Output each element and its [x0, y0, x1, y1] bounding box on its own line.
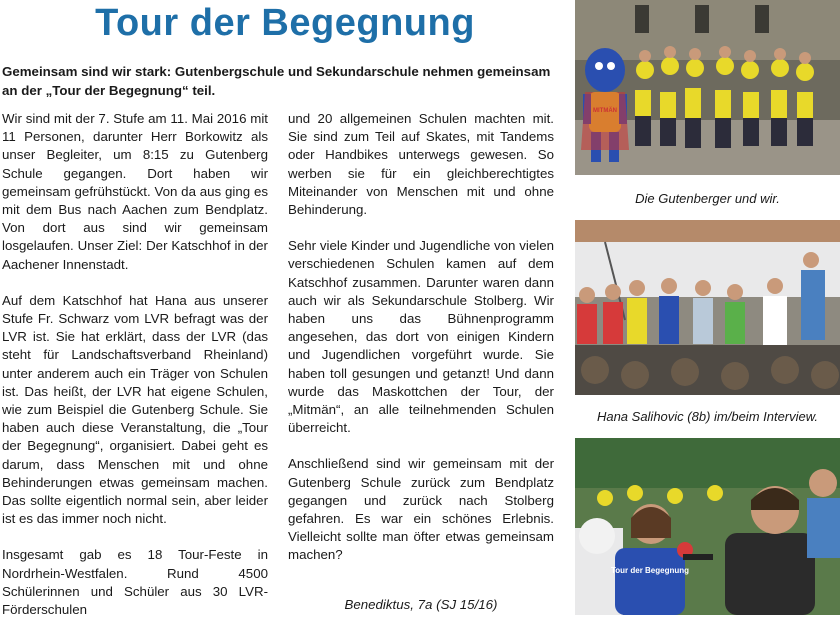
left-column	[2, 110, 268, 637]
paragraph: Sehr viele Kinder und Jugendliche von vielen verschiedenen Schulen kamen auf dem Katschhof zusammen. Darunter waren dann auch wir als Sekundarschule Stolberg. Wir haben uns das Bühnenprogramm angesehen, das dort von einigen Kindern und Jugendlichen vorgeführt wurde. Sie haben toll gesungen und getanzt! Und dann wurde das Maskottchen der Tour, der „Mitmän“, an alle teilnehmenden Schulen überreicht.	[288, 238, 554, 436]
paragraph: Wir sind mit der 7. Stufe am 11. Mai 2016 mit 11 Personen, darunter Herr Borkowitz als unser Begleiter, um 8:15 zu Gutenberg Schule gegangen. Dort haben wir gemeinsam gefrühstückt. Von da aus ging es mit dem Bus nach Aachen zum Bendplatz. Von dort aus sind wir gemeinsam losgelaufen. Unser Ziel: Der Katschhof in der Aachener Innenstadt.	[2, 111, 268, 272]
photo-caption-2: Hana Salihovic (8b) im/beim Interview.	[596, 409, 819, 424]
shirt-text: Tour der Begegnung	[610, 566, 690, 575]
article-lead: Gemeinsam sind wir stark: Gutenbergschule und Sekundarschule nehmen gemeinsam an der „Tour der Begegnung“ teil.	[2, 64, 551, 98]
paragraph: Auf dem Katschhof hat Hana aus unserer Stufe Fr. Schwarz vom LVR befragt was der LVR ist. Sie hat erklärt, dass der LVR (das steht für Landschaftsverband Rheinland) unter anderem auch ein Träger von Schulen ist. Das heißt, der LVR hat eigene Schulen, wie zum Beispiel die Gutenberg Schule. Sie haben auch diese Veranstaltung, die „Tour der Begegnung“, organisiert. Dabei geht es darum, dass Menschen mit und ohne Behinderungen etwas gemeinsam machen. Das sollte eigentlich normal sein, aber leider ist es das immer noch nicht.	[2, 292, 268, 527]
crowd-photo	[575, 438, 840, 615]
interview-photo	[575, 220, 840, 395]
paragraph: und 20 allgemeinen Schulen machten mit. Sie sind zum Teil auf Skates, mit Tandems oder Handbikes unterwegs gewesen. So werben sie für ein gleichberechtigtes Miteinander von Menschen mit und ohne Behinderung.	[288, 111, 554, 218]
article-title: Tour der Begegnung	[95, 2, 475, 44]
paragraph: Anschließend sind wir gemeinsam mit der Gutenberg Schule zurück zum Bendplatz gegangen und zurück nach Stolberg gefahren. Es war ein schönes Erlebnis. Vielleicht sollte man öfter etwas gemeinsam machen?	[288, 456, 554, 563]
photo-caption-1: Die Gutenberger und wir.	[635, 191, 780, 206]
group-photo	[575, 0, 840, 175]
right-column	[288, 110, 554, 583]
author-byline: Benediktus, 7a (SJ 15/16)	[344, 597, 498, 612]
paragraph: Insgesamt gab es 18 Tour-Feste in Nordrhein-Westfalen. Rund 4500 Schülerinnen und Schüler aus 30 LVR-Förderschulen	[2, 547, 268, 618]
mascot-figure	[581, 48, 629, 162]
mascot-label: MITMÄN	[593, 108, 617, 114]
